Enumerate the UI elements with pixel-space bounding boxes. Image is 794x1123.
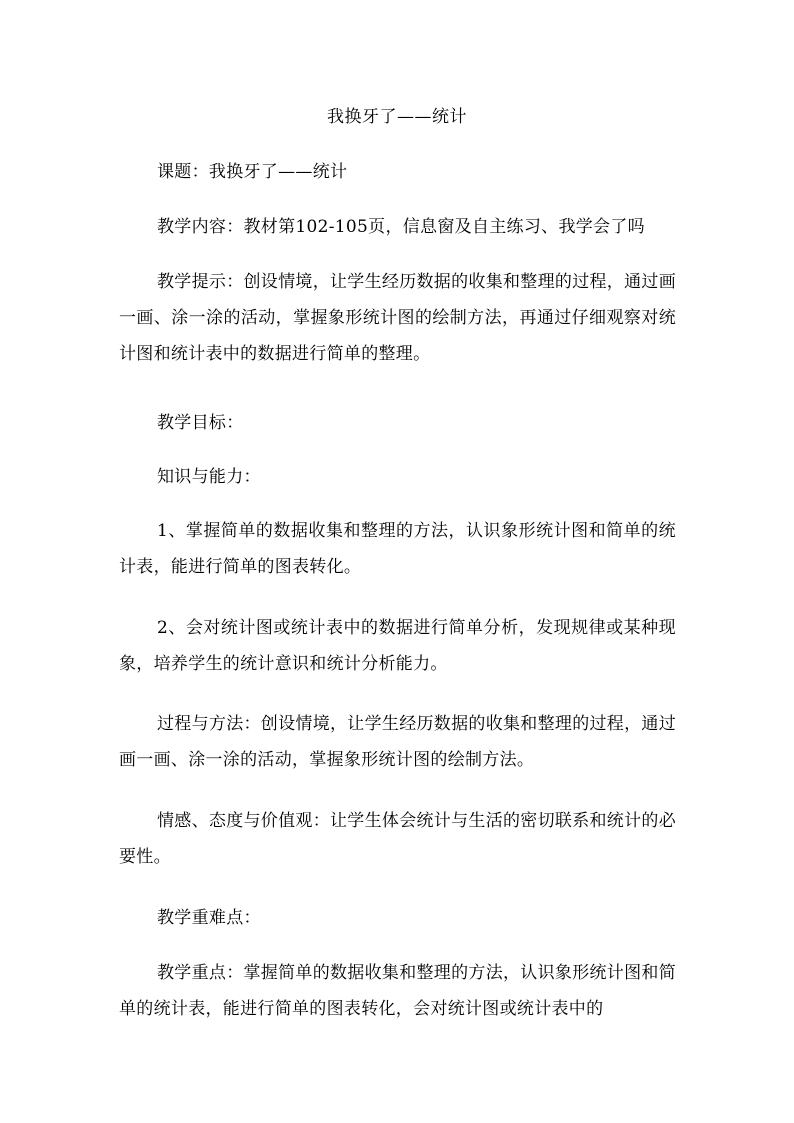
paragraph-process-method: 过程与方法：创设情境，让学生经历数据的收集和整理的过程，通过画一画、涂一涂的活动，掌握象形统计图的绘制方法。 xyxy=(119,714,676,770)
paragraph-teaching-hint: 教学提示：创设情境，让学生经历数据的收集和整理的过程，通过画一画、涂一涂的活动，掌握象形统计图的绘制方法，再通过仔细观察对统计图和统计表中的数据进行简单的整理。 xyxy=(119,272,676,364)
paragraph-teaching-content: 教学内容：教材第102-105页，信息窗及自主练习、我学会了吗 xyxy=(157,217,645,237)
paragraph-lesson-topic: 课题：我换牙了——统计 xyxy=(157,162,348,182)
paragraph-goal-2: 2、会对统计图或统计表中的数据进行简单分析，发现规律或某种现象，培养学生的统计意识和统计分析能力。 xyxy=(119,618,676,674)
paragraph-teaching-key-points: 教学重点：掌握简单的数据收集和整理的方法，认识象形统计图和简单的统计表，能进行简单的图表转化，会对统计图或统计表中的 xyxy=(119,963,676,1019)
document-title: 我换牙了——统计 xyxy=(327,107,467,127)
paragraph-knowledge-ability-heading: 知识与能力： xyxy=(157,467,261,487)
paragraph-key-difficult-heading: 教学重难点： xyxy=(157,908,261,928)
paragraph-emotion-attitude: 情感、态度与价值观：让学生体会统计与生活的密切联系和统计的必要性。 xyxy=(119,811,676,867)
paragraph-teaching-goals-heading: 教学目标： xyxy=(157,413,244,433)
paragraph-goal-1: 1、掌握简单的数据收集和整理的方法，认识象形统计图和简单的统计表，能进行简单的图表转化。 xyxy=(119,521,676,577)
